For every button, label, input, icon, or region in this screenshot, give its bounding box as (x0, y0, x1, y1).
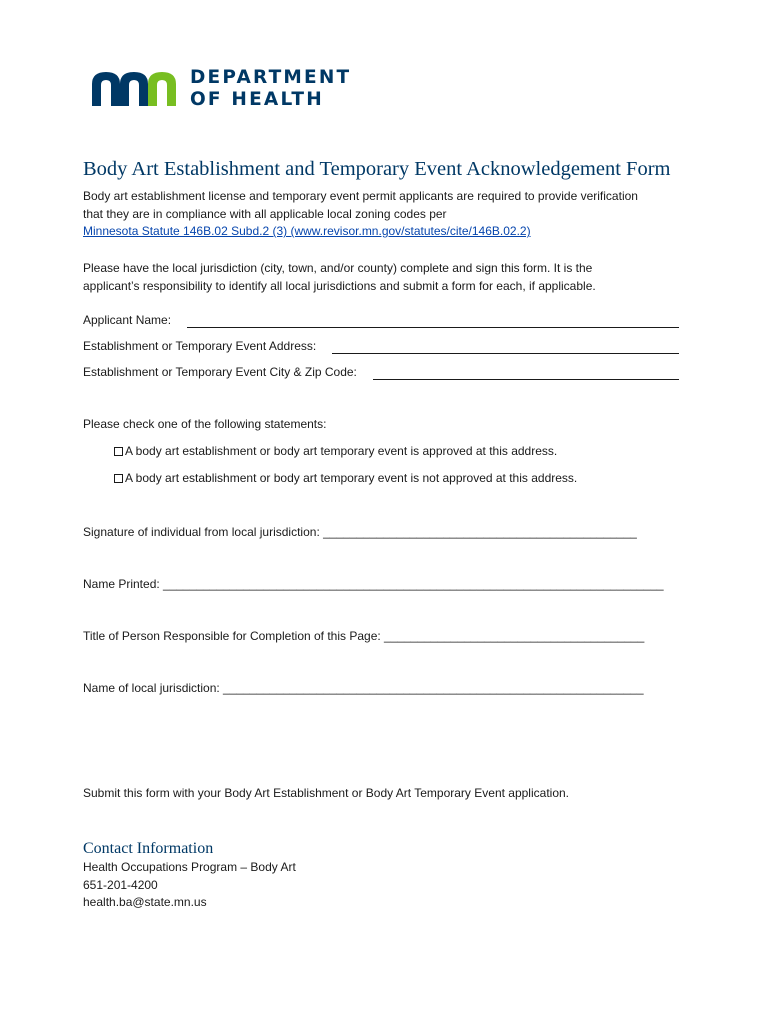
logo-text-department: DEPARTMENT (190, 67, 352, 88)
not-approved-label: A body art establishment or body art temporary event is not approved at this address. (125, 471, 578, 485)
submit-note: Submit this form with your Body Art Establishment or Body Art Temporary Event application. (83, 786, 569, 800)
contact-heading: Contact Information (83, 840, 214, 857)
instructions-line-1: Please have the local jurisdiction (city, town, and/or county) complete and sign this form. It is the (83, 261, 593, 275)
approved-option[interactable] (114, 443, 557, 460)
contact-phone: 651-201-4200 (83, 878, 158, 892)
not-approved-checkbox[interactable] (114, 474, 123, 483)
address-label: Establishment or Temporary Event Address: (83, 339, 317, 353)
applicant-name-field[interactable] (187, 315, 679, 328)
name-printed-field[interactable]: Name Printed: ___________________________________________________________________________ (83, 577, 664, 591)
logo-text-of-health: OF HEALTH (190, 89, 324, 110)
contact-email: health.ba@state.mn.us (83, 895, 207, 909)
jurisdiction-field[interactable]: Name of local jurisdiction: _______________________________________________________________ (83, 681, 644, 695)
address-field[interactable] (332, 341, 679, 354)
city-zip-label: Establishment or Temporary Event City & Zip Code: (83, 365, 357, 379)
intro-line-1: Body art establishment license and temporary event permit applicants are required to provide verification (83, 189, 638, 203)
signature-field[interactable]: Signature of individual from local jurisdiction: _______________________________________________ (83, 525, 637, 539)
not-approved-option[interactable] (114, 470, 577, 487)
city-zip-field[interactable] (373, 367, 679, 380)
approved-checkbox[interactable] (114, 447, 123, 456)
contact-program: Health Occupations Program – Body Art (83, 860, 296, 874)
statute-link[interactable]: Minnesota Statute 146B.02 Subd.2 (3) (www.revisor.mn.gov/statutes/cite/146B.02.2) (83, 224, 531, 238)
approved-label: A body art establishment or body art temporary event is approved at this address. (125, 444, 558, 458)
page-title: Body Art Establishment and Temporary Event Acknowledgement Form (83, 158, 671, 180)
title-person-field[interactable]: Title of Person Responsible for Completion of this Page: _______________________________________ (83, 629, 645, 643)
mn-logo-mark (90, 70, 180, 108)
intro-line-2: that they are in compliance with all applicable local zoning codes per (83, 207, 447, 221)
instructions-line-2: applicant’s responsibility to identify all local jurisdictions and submit a form for each, if applicable. (83, 279, 596, 293)
statements-prompt: Please check one of the following statements: (83, 417, 327, 431)
applicant-name-label: Applicant Name: (83, 313, 172, 327)
